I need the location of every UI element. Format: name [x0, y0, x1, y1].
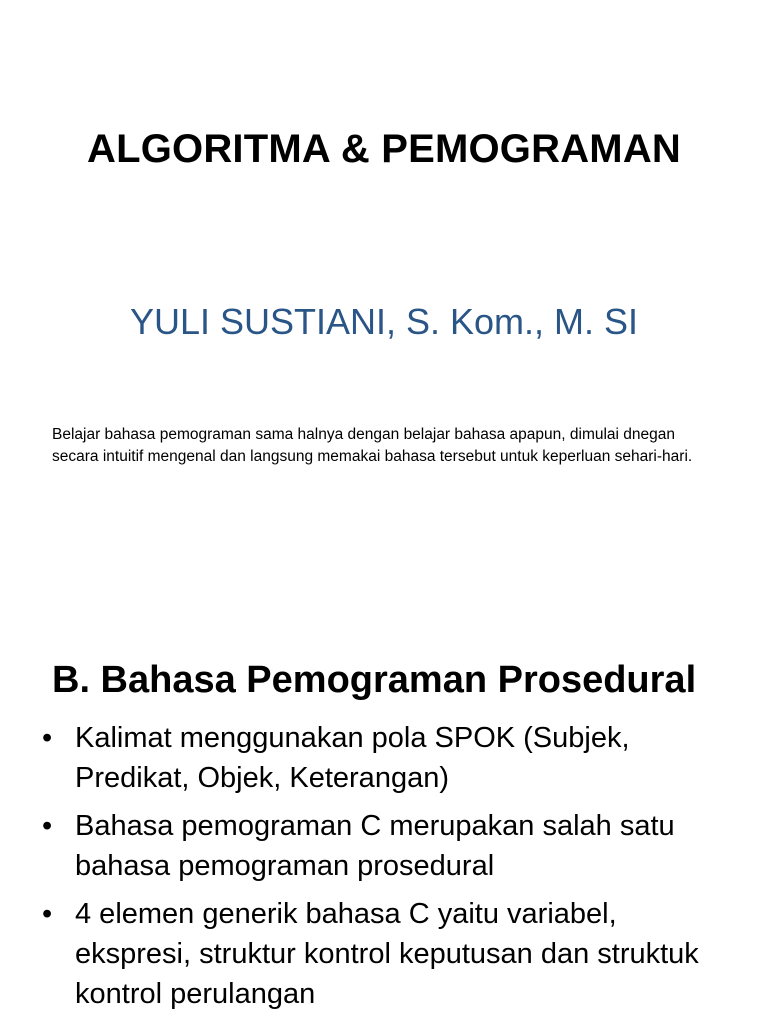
bullet-item-elements: [42, 894, 732, 1014]
content-slide: [0, 576, 768, 1024]
bullet-item-c-language: [42, 806, 732, 886]
intro-text: Belajar bahasa pemograman sama halnya dengan belajar bahasa apapun, dimulai dnegan secara intuitif mengenal dan langsung memakai bahasa tersebut untuk keperluan sehari-hari.: [52, 425, 693, 465]
section-title: B. Bahasa Pemograman Prosedural: [52, 658, 697, 701]
slide-title: ALGORITMA & PEMOGRAMAN: [87, 126, 681, 171]
bullet-text: 4 elemen generik bahasa C yaitu variabel, ekspresi, struktur kontrol keputusan dan struktuk kontrol perulangan: [75, 898, 699, 1010]
bullet-dot-icon: •: [42, 810, 53, 842]
bullet-dot-icon: •: [42, 722, 53, 754]
bullet-list: [42, 718, 732, 1022]
bullet-text: Bahasa pemograman C merupakan salah satu bahasa pemograman prosedural: [75, 810, 675, 882]
bullet-item-spok: [42, 718, 732, 798]
bullet-text: Kalimat menggunakan pola SPOK (Subjek, Predikat, Objek, Keterangan): [75, 722, 630, 794]
bullet-dot-icon: •: [42, 898, 53, 930]
author-name: YULI SUSTIANI, S. Kom., M. SI: [129, 301, 639, 342]
